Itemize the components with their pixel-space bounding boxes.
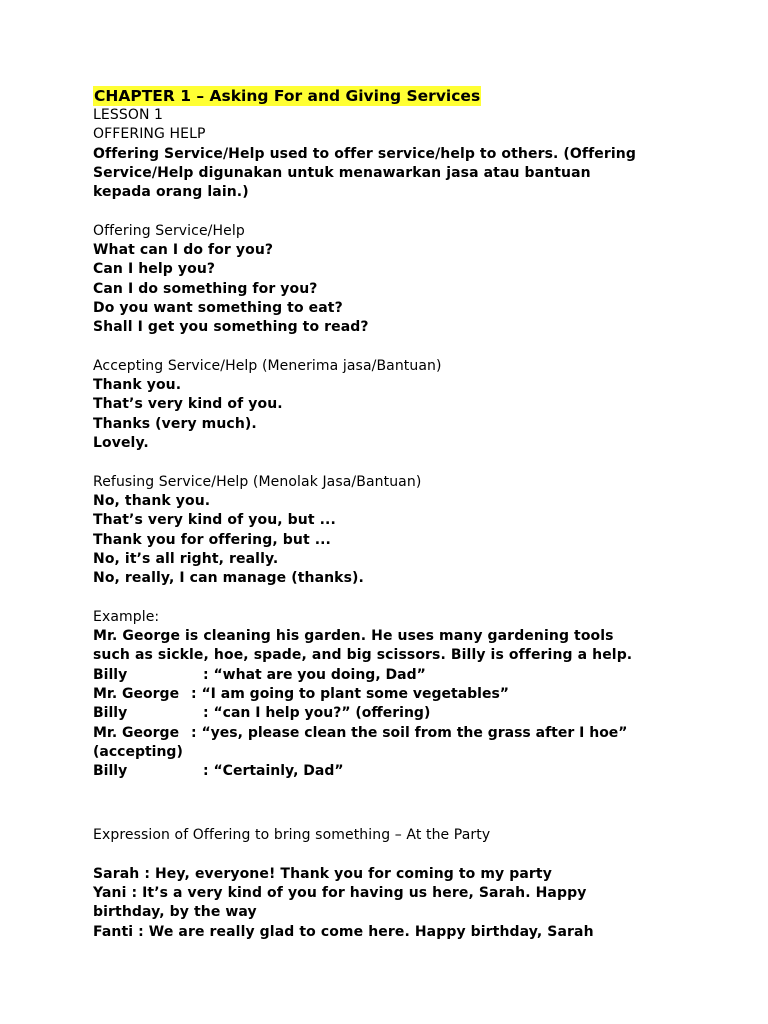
intro-line: Offering Service/Help used to offer service/help to others. (Offering: [93, 145, 636, 162]
dialogue-speaker: Billy: [93, 705, 128, 722]
offering-item: Do you want something to eat?: [93, 299, 343, 316]
dialogue-row: [93, 743, 733, 762]
example-heading: Example:: [93, 608, 160, 625]
offering-item: Shall I get you something to read?: [93, 319, 369, 336]
accepting-heading: Accepting Service/Help (Menerima jasa/Bantuan): [93, 357, 442, 374]
refusing-item: No, thank you.: [93, 492, 211, 509]
dialogue-speaker: Billy: [93, 666, 128, 683]
offering-heading: Offering Service/Help: [93, 222, 245, 239]
dialogue-row: [93, 704, 733, 723]
section-heading: OFFERING HELP: [93, 126, 206, 143]
offering-item: What can I do for you?: [93, 242, 274, 259]
party-line: Yani : It’s a very kind of you for having us here, Sarah. Happy: [93, 884, 587, 901]
party-heading: Expression of Offering to bring something – At the Party: [93, 826, 491, 843]
accepting-item: Thank you.: [93, 377, 182, 394]
chapter-title-wrap: [93, 86, 733, 106]
dialogue-line: : “can I help you?” (offering): [203, 705, 431, 722]
chapter-title: CHAPTER 1 – Asking For and Giving Services: [94, 87, 481, 105]
offering-item: Can I do something for you?: [93, 280, 318, 297]
dialogue-speaker: Billy: [93, 763, 128, 780]
dialogue-speaker: Mr. George: [93, 685, 180, 702]
dialogue-line: : “yes, please clean the soil from the grass after I hoe”: [191, 724, 628, 741]
refusing-item: No, it’s all right, really.: [93, 550, 279, 567]
party-line: Sarah : Hey, everyone! Thank you for coming to my party: [93, 865, 552, 882]
intro-line: Service/Help digunakan untuk menawarkan jasa atau bantuan: [93, 164, 591, 181]
refusing-item: That’s very kind of you, but ...: [93, 512, 336, 529]
dialogue-row: [93, 666, 733, 685]
dialogue-speaker: Mr. George: [93, 724, 180, 741]
lesson-label: LESSON 1: [93, 107, 164, 123]
document-page: [93, 86, 733, 942]
intro-line: kepada orang lain.): [93, 184, 249, 201]
dialogue-line: : “Certainly, Dad”: [203, 763, 344, 780]
dialogue-row: [93, 685, 733, 704]
example-text: such as sickle, hoe, spade, and big scissors. Billy is offering a help.: [93, 647, 633, 664]
dialogue-line: : “what are you doing, Dad”: [203, 666, 426, 683]
refusing-item: No, really, I can manage (thanks).: [93, 570, 364, 587]
accepting-item: Lovely.: [93, 435, 149, 452]
refusing-heading: Refusing Service/Help (Menolak Jasa/Bantuan): [93, 473, 422, 490]
dialogue-line: (accepting): [93, 743, 183, 760]
offering-item: Can I help you?: [93, 261, 216, 278]
accepting-item: That’s very kind of you.: [93, 396, 283, 413]
example-text: Mr. George is cleaning his garden. He uses many gardening tools: [93, 628, 614, 645]
accepting-item: Thanks (very much).: [93, 415, 257, 432]
refusing-item: Thank you for offering, but ...: [93, 531, 331, 548]
dialogue-row: [93, 724, 733, 743]
dialogue-row: [93, 762, 733, 781]
party-line: birthday, by the way: [93, 904, 257, 921]
dialogue-line: : “I am going to plant some vegetables”: [191, 685, 509, 702]
party-line: Fanti : We are really glad to come here. Happy birthday, Sarah: [93, 923, 594, 940]
